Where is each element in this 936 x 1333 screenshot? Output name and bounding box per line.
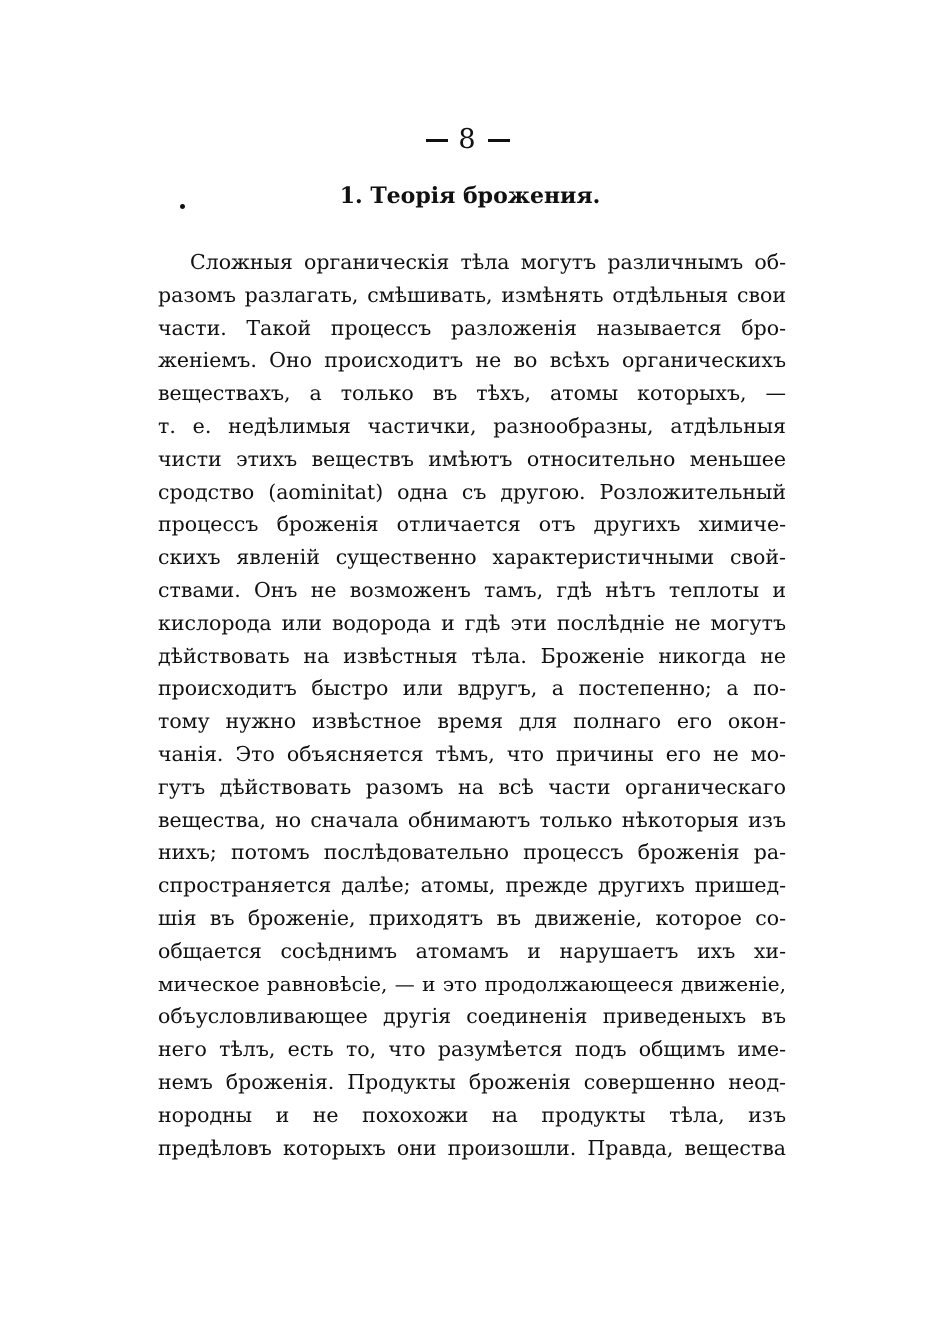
text-line: т. е. недѣлимыя частички, разнообразны, атдѣльныя xyxy=(158,413,786,438)
text-line: вещества, но сначала обнимаютъ только нѣкоторыя изъ xyxy=(158,807,786,832)
ink-speck xyxy=(180,204,185,209)
text-line: него тѣлъ, есть то, что разумѣется подъ общимъ име- xyxy=(158,1037,786,1062)
text-line: объусловливающее другія соединенія приведеныхъ въ xyxy=(158,1004,786,1029)
text-line: предѣловъ которыхъ они произошли. Правда, вещества xyxy=(158,1135,786,1160)
text-line: чисти этихъ веществъ имѣютъ относительно меньшее xyxy=(158,446,786,471)
text-line: разомъ разлагать, смѣшивать, измѣнять отдѣльныя свои xyxy=(158,282,786,307)
text-line: нихъ; потомъ послѣдовательно процессъ броженія ра- xyxy=(158,840,786,865)
text-line: чанія. Это объясняется тѣмъ, что причины его не мо- xyxy=(158,741,786,766)
text-line: происходитъ быстро или вдругъ, а постепенно; а по- xyxy=(158,676,786,701)
text-line: общается сосѣднимъ атомамъ и нарушаетъ ихъ хи- xyxy=(158,938,786,963)
page-number-right-dash xyxy=(488,139,510,142)
text-line: веществахъ, а только въ тѣхъ, атомы которыхъ, — xyxy=(158,381,786,406)
text-line: шія въ броженіе, приходятъ въ движеніе, которое со- xyxy=(158,905,786,930)
text-line: скихъ явленій существенно характеристичными свой- xyxy=(158,545,786,570)
text-line: части. Такой процессъ разложенія называется бро- xyxy=(158,315,786,340)
text-line: мическое равновѣсіе, — и это продолжающееся движеніе, xyxy=(158,971,786,996)
section-title: 1. Теорія брожения. xyxy=(339,183,601,209)
text-line: ствами. Онъ не возможенъ тамъ, гдѣ нѣтъ теплоты и xyxy=(158,577,786,602)
text-line: женіемъ. Оно происходитъ не во всѣхъ органическихъ xyxy=(158,348,786,373)
text-line: нородны и не похохожи на продукты тѣла, изъ xyxy=(158,1102,786,1127)
text-line: сродство (aominitat) одна съ другою. Розложительный xyxy=(158,479,786,504)
page-number-value: 8 xyxy=(458,124,478,155)
text-line: Сложныя органическія тѣла могутъ различнымъ об- xyxy=(190,250,786,274)
text-line: спространяется далѣе; атомы, прежде другихъ пришед- xyxy=(158,873,786,898)
text-line: тому нужно извѣстное время для полнаго его окон- xyxy=(158,709,786,734)
body-text xyxy=(158,246,786,1164)
text-line: гутъ дѣйствовать разомъ на всѣ части органическаго xyxy=(158,774,786,799)
page-number-left-dash xyxy=(426,139,448,142)
text-line: немъ броженія. Продукты броженія совершенно неод- xyxy=(158,1069,786,1094)
text-line: кислорода или водорода и гдѣ эти послѣдніе не могутъ xyxy=(158,610,786,635)
page-number xyxy=(0,124,936,156)
text-line: дѣйствовать на извѣстныя тѣла. Броженіе никогда не xyxy=(158,643,786,668)
text-line: процессъ броженія отличается отъ другихъ химиче- xyxy=(158,512,786,537)
